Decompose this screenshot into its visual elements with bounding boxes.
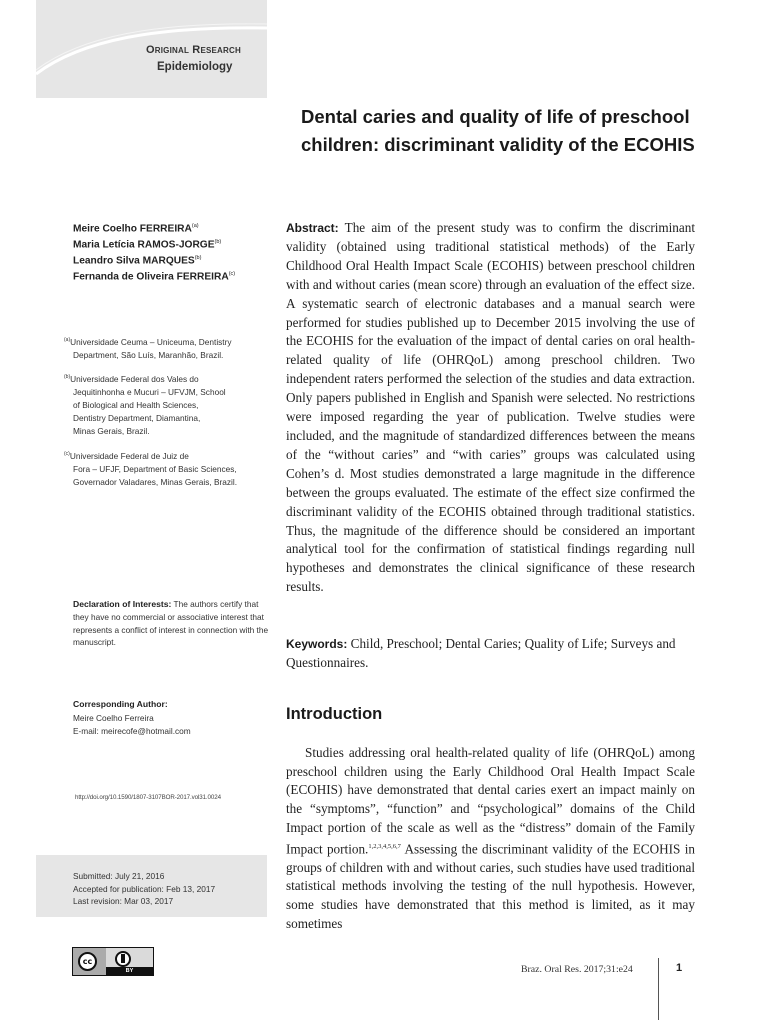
article-subcategory: Epidemiology	[157, 61, 233, 73]
section-header	[36, 0, 267, 98]
keywords-label: Keywords:	[286, 637, 348, 651]
affiliation-c: $^{(c)}$Universidade Federal de Juiz de Fora – UFJF, Department of Basic Sciences, Governador Valadares, Minas Gerais, Brazil.	[64, 450, 238, 487]
author: Fernanda de Oliveira FERREIRA$^{(c)}$	[73, 270, 236, 283]
author-list	[73, 220, 273, 284]
introduction-paragraph: Studies addressing oral health-related quality of life (OHRQoL) among preschool children using the Early Childhood Oral Health Impact Scale (ECOHIS) have demonstrated that dental caries exert an impact mainly on the “symptoms”, “function” and “psychological” domains of the Child Impact portion of the scale as well as the “distress” domain of the Family Impact portion.$^{1,2,3,4,5,6,7}$ Assessing the discriminant validity of the ECOHIS in groups of children with and without caries, such studies have used traditional statistical methods involving the testing of the null hypothesis. However, some studies have demonstrated that this method is limited, as it may sometimes	[286, 745, 695, 931]
keywords-text: Child, Preschool; Dental Caries; Quality of Life; Surveys and Questionnaires.	[286, 636, 676, 670]
author: Maria Letícia RAMOS-JORGE$^{(b)}$	[73, 238, 222, 251]
corresponding-author: Corresponding Author: Meire Coelho Ferreira E-mail: meirecofe@hotmail.com	[73, 698, 273, 739]
affiliation-b: $^{(b)}$Universidade Federal dos Vales do Jequitinhonha e Mucuri – UFVJM, School of Biological and Health Sciences, Dentistry Department, Diamantina, Minas Gerais, Brazil.	[64, 373, 226, 436]
declaration-of-interests: Declaration of Interests: The authors certify that they have no commercial or associative interest that represents a conflict of interest in connection with the manuscript.	[73, 599, 269, 648]
abstract	[286, 219, 695, 597]
abstract-text: The aim of the present study was to confirm the discriminant validity (obtained using traditional statistical methods) of the Early Childhood Oral Health Impact Scale (ECOHIS) between preschool children with and without caries (mean score) through an evaluation of the effect size. A systematic search of electronic databases and a manual search were performed for studies published up to December 2015 involving the use of the ECOHIS for the evaluation of the impact of dental caries on oral health-related quality of life (OHRQoL) among preschool children. Two independent raters performed the selection of the studies and data extraction. Only papers published in English and Spanish were selected. No restrictions were imposed regarding the year of publication. Twelve studies were included, and the magnitude of standardized differences between the means of the “without caries” and “with caries” groups was calculated using Cohen’s d. Most studies demonstrated a large magnitude in the difference between the groups evaluated. The estimate of the effect size confirmed the discriminant validity of the ECOHIS obtained through traditional statistics. Thus, the magnitude of the difference should be considered an important analytical tool for the confirmation of statistical findings regarding null hypotheses and demonstrates the clinical significance of these research results.	[286, 220, 695, 595]
article-category: Original Research	[146, 44, 241, 56]
doi-link[interactable]: http://doi.org/10.1590/1807-3107BOR-2017.vol31.0024	[75, 794, 221, 801]
creative-commons-icon: cc	[78, 952, 97, 971]
reference-marks[interactable]: 1,2,3,4,5,6,7	[368, 842, 401, 850]
author: Leandro Silva MARQUES$^{(b)}$	[73, 254, 202, 267]
corresponding-email[interactable]: E-mail: meirecofe@hotmail.com	[73, 726, 191, 736]
cc-by-license-badge[interactable]	[72, 947, 154, 976]
person-icon	[121, 954, 125, 963]
footer-divider	[658, 958, 659, 1020]
page-number: 1	[676, 962, 683, 974]
author: Meire Coelho FERREIRA$^{(a)}$	[73, 223, 199, 235]
abstract-label: Abstract:	[286, 221, 339, 235]
keywords	[286, 635, 695, 673]
introduction-heading: Introduction	[286, 705, 383, 723]
journal-citation: Braz. Oral Res. 2017;31:e24	[521, 964, 633, 975]
corresponding-name: Meire Coelho Ferreira	[73, 712, 154, 723]
submission-dates: Submitted: July 21, 2016 Accepted for publication: Feb 13, 2017 Last revision: Mar 03, 2017	[73, 871, 216, 906]
affiliation-a: $^{(a)}$Universidade Ceuma – Uniceuma, Dentistry Department, São Luís, Maranhão, Brazil.	[64, 336, 232, 360]
by-label: BY	[106, 967, 153, 975]
article-title: Dental caries and quality of life of preschool children: discriminant validity of the ECOHIS	[301, 106, 695, 155]
